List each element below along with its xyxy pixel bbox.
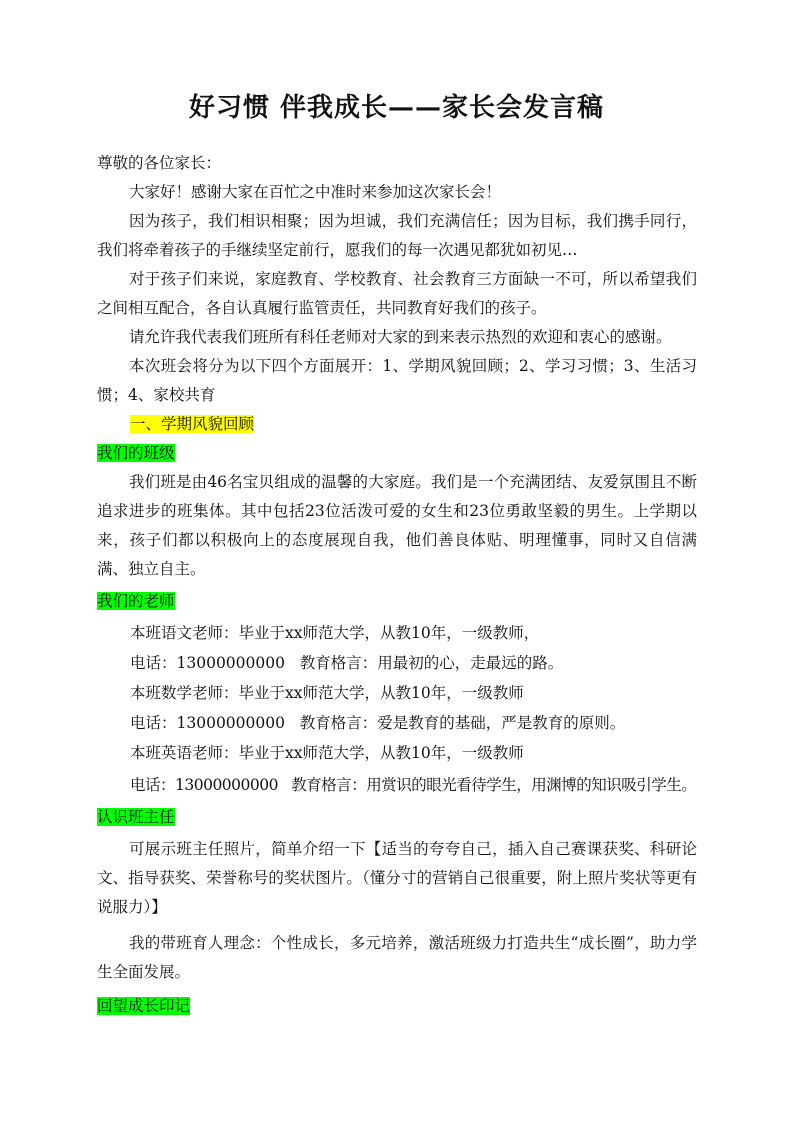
section-heading-text: 一、学期风貌回顾 [130,415,255,433]
intro-paragraph: 因为孩子，我们相识相聚；因为坦诚，我们充满信任；因为目标，我们携手同行，我们将牵着孩子的手继续坚定前行，愿我们的每一次遇见都犹如初见… [97,212,697,259]
teacher-line: 本班数学老师：毕业于xx师范大学，从教10年，一级教师 [130,684,524,702]
teacher-line: 电话：13000000000 教育格言：爱是教育的基础，严是教育的原则。 [130,714,626,732]
subheading-text: 我们的老师 [97,592,175,610]
section-heading-review [130,410,254,439]
intro-paragraph: 大家好！感谢大家在百忙之中准时来参加这次家长会！ [129,183,502,201]
class-paragraph: 我们班是由46名宝贝组成的温馨的大家庭。我们是一个充满团结、友爱氛围且不断追求进步的班集体。其中包括23位活泼可爱的女生和23位勇敢坚毅的男生。上学期以来，孩子们都以积极向上的态度展现自我，他们善良体贴、明理懂事，同时又自信满满、独立自主。 [97,473,697,578]
teacher-line: 电话：13000000000 教育格言：用赏识的眼光看待学生，用渊博的知识吸引学生。 [130,776,697,794]
intro-paragraph: 本次班会将分为以下四个方面展开：1、学期风貌回顾；2、学习习惯；3、生活习惯；4、家校共育 [97,357,697,404]
subheading-head-teacher [97,803,175,832]
subheading-text: 我们的班级 [97,444,175,462]
teacher-line: 电话：13000000000 教育格言：用最初的心，走最远的路。 [130,654,564,672]
subheading-our-teachers [97,587,175,616]
intro-paragraph: 请允许我代表我们班所有科任老师对大家的到来表示热烈的欢迎和衷心的感谢。 [129,328,672,346]
salutation: 尊敬的各位家长： [97,154,222,172]
subheading-growth [97,992,190,1021]
teacher-line: 本班语文老师：毕业于xx师范大学，从教10年，一级教师， [130,624,540,642]
subheading-text: 回望成长印记 [97,997,191,1015]
subheading-our-class [97,439,175,468]
teacher-line: 本班英语老师：毕业于xx师范大学，从教10年，一级教师 [130,744,524,762]
subheading-text: 认识班主任 [97,808,175,826]
philosophy-paragraph: 我的带班育人理念：个性成长，多元培养，激活班级力打造共生“成长圈”，助力学生全面发展。 [97,934,697,981]
document-title: 好习惯 伴我成长——家长会发言稿 [188,93,605,123]
intro-paragraph: 对于孩子们来说，家庭教育、学校教育、社会教育三方面缺一不可，所以希望我们之间相互配合，各自认真履行监管责任，共同教育好我们的孩子。 [97,270,697,317]
head-teacher-paragraph: 可展示班主任照片，简单介绍一下【适当的夸夸自己，插入自己赛课获奖、科研论文、指导获奖、荣誉称号的奖状图片。（懂分寸的营销自己很重要，附上照片奖状等更有说服力）】 [97,840,697,916]
